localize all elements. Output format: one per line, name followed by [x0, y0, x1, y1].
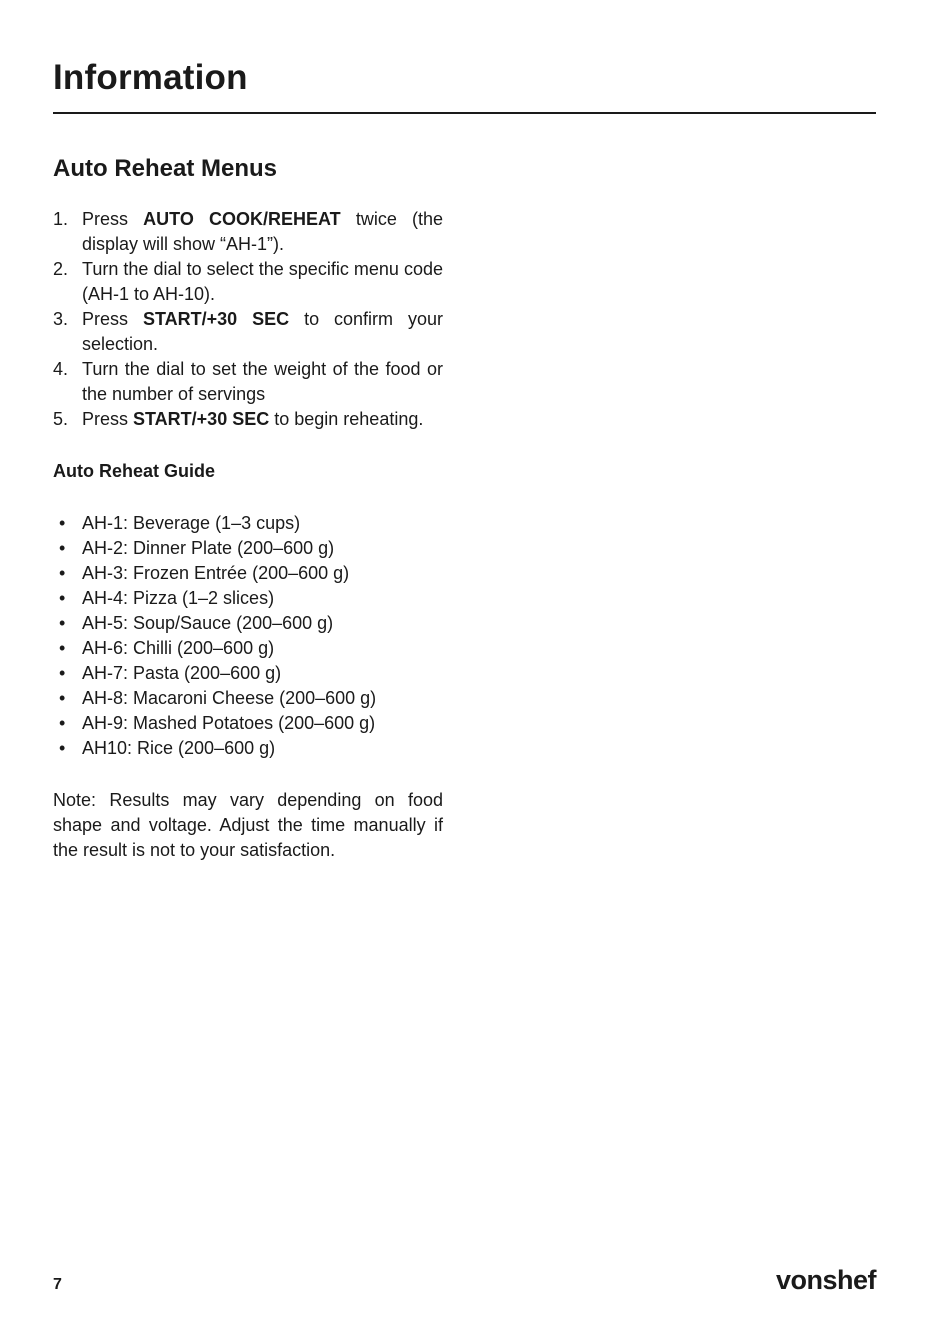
guide-item: • AH-5: Soup/Sauce (200–600 g): [53, 611, 453, 636]
guide-item: • AH-8: Macaroni Cheese (200–600 g): [53, 686, 453, 711]
step-number: 3.: [53, 309, 69, 329]
bullet-icon: •: [59, 738, 66, 758]
step-item: 4. Turn the dial to set the weight of the food or the number of servings: [53, 359, 443, 404]
step-item: 5. Press START/+30 SEC to begin reheating.: [53, 407, 443, 432]
guide-list: [53, 511, 453, 761]
bullet-icon: •: [59, 663, 66, 683]
step-number: 2.: [53, 259, 69, 279]
bullet-icon: •: [59, 513, 66, 533]
title-divider: [53, 112, 876, 114]
section-title: Auto Reheat Menus: [53, 155, 278, 182]
step-item: 3. Press START/+30 SEC to confirm your selection.: [53, 309, 443, 354]
bullet-icon: •: [59, 563, 66, 583]
guide-title: Auto Reheat Guide: [53, 461, 216, 481]
guide-item: • AH-3: Frozen Entrée (200–600 g): [53, 561, 453, 586]
step-number: 4.: [53, 359, 69, 379]
guide-item: • AH-4: Pizza (1–2 slices): [53, 586, 453, 611]
bullet-icon: •: [59, 613, 66, 633]
guide-item: • AH-1: Beverage (1–3 cups): [53, 511, 453, 536]
guide-item: • AH-9: Mashed Potatoes (200–600 g): [53, 711, 453, 736]
step-number: 1.: [53, 209, 69, 229]
step-number: 5.: [53, 409, 69, 429]
guide-item: • AH-7: Pasta (200–600 g): [53, 661, 453, 686]
bullet-icon: •: [59, 588, 66, 608]
guide-item: • AH-2: Dinner Plate (200–600 g): [53, 536, 453, 561]
guide-item: • AH10: Rice (200–600 g): [53, 736, 453, 761]
note-paragraph: Note: Results may vary depending on food shape and voltage. Adjust the time manually if the result is not to your satisfaction.: [53, 790, 443, 860]
guide-item: • AH-6: Chilli (200–600 g): [53, 636, 453, 661]
page-title: Information: [53, 58, 248, 97]
bullet-icon: •: [59, 638, 66, 658]
bullet-icon: •: [59, 538, 66, 558]
bullet-icon: •: [59, 713, 66, 733]
step-item: 1. Press AUTO COOK/REHEAT twice (the display will show “AH-1”).: [53, 209, 444, 254]
brand-logo: vonshef: [775, 1265, 876, 1295]
steps-list: [53, 207, 443, 432]
bullet-icon: •: [59, 688, 66, 708]
page-number: 7: [53, 1276, 62, 1293]
step-item: 2. Turn the dial to select the specific menu code (AH-1 to AH-10).: [53, 259, 443, 304]
